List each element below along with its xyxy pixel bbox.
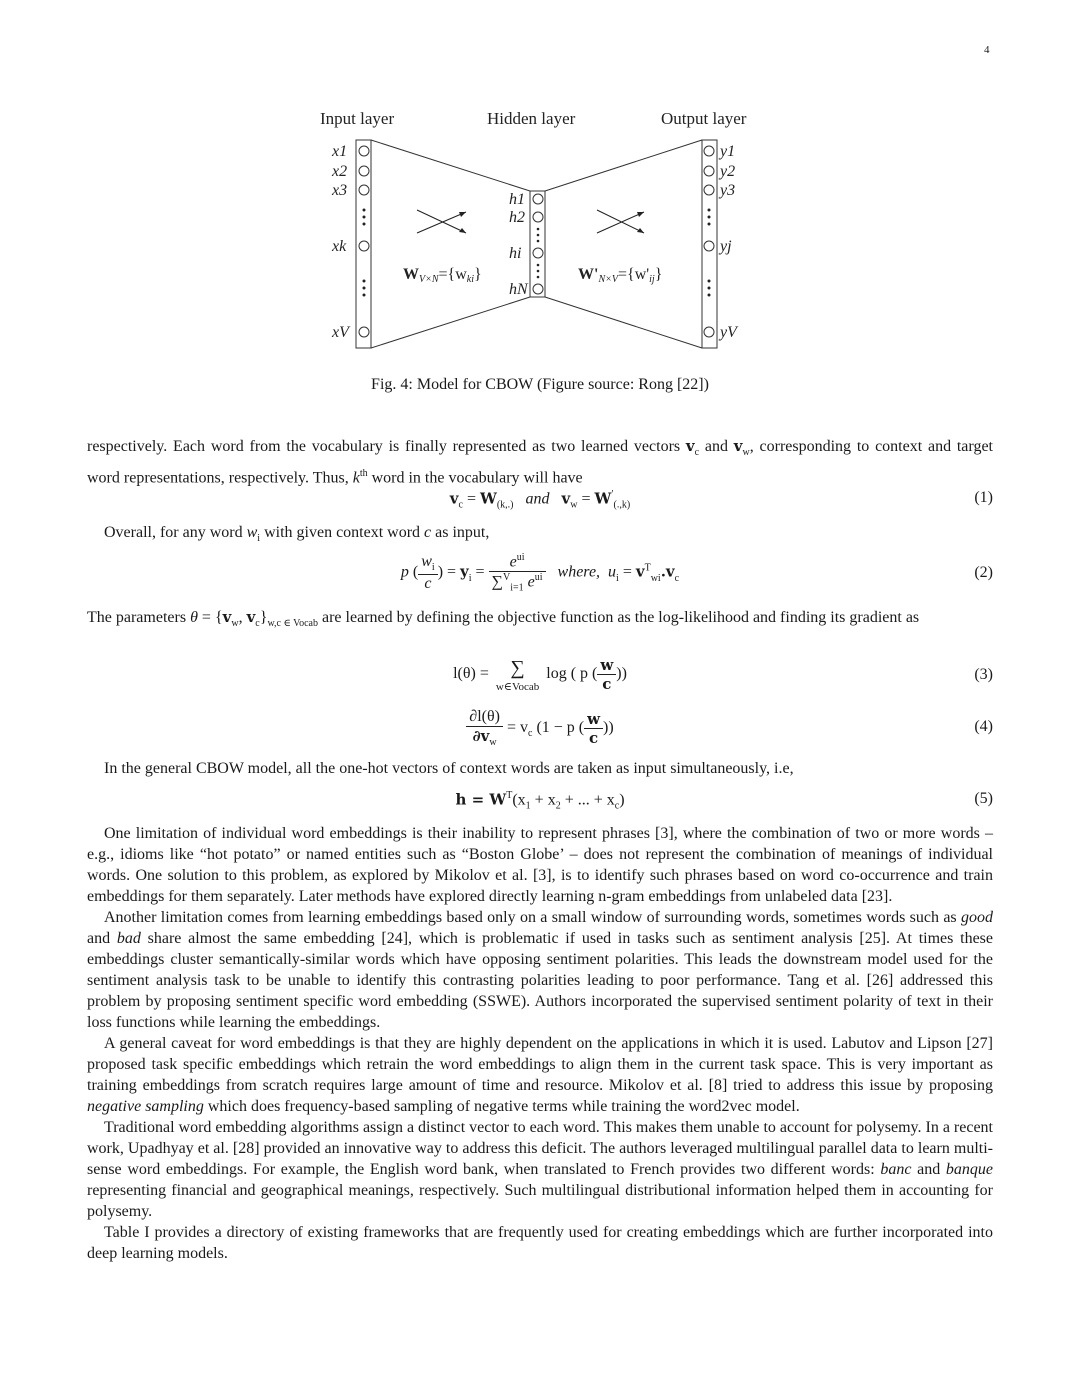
text-segment: and [87, 930, 117, 947]
text-segment: representing financial and geographical meanings, respectively. Such multilingual distributional information helped them in accounting for polysemy. [87, 1182, 993, 1220]
network-structure [356, 140, 717, 348]
output-label: yV [720, 324, 737, 341]
equation-number: (1) [974, 489, 993, 506]
hidden-label: hN [509, 281, 528, 298]
hidden-label: h1 [509, 191, 525, 208]
text-segment: respectively. Each word from the vocabulary is finally represented as two learned vectors [87, 438, 686, 455]
text-segment: banc [880, 1161, 912, 1178]
text-segment: with given context word [260, 524, 425, 541]
input-label: x1 [332, 143, 348, 160]
output-label: y1 [720, 143, 736, 160]
equation-3: l(θ) = ∑ w∈Vocab log ( p ( $\frac{w}{c}$ )) (3) [453, 656, 993, 693]
text-segment: word in the vocabulary will have [367, 469, 583, 487]
text-segment: k [352, 469, 360, 487]
text-segment: Traditional word embedding algorithms assign a distinct vector to each word. This makes them unable to account for polysemy. In a recent work, Upadhyay et al. [28] provided an innovative way to address this deficit. The authors leveraged multilingual parallel data to learn multi-sense word embeddings. For example, the English word bank, when translated to French provides two different words: [87, 1119, 993, 1178]
equation-number: (2) [974, 564, 993, 581]
text-segment: } [259, 609, 268, 626]
text-segment: bad [116, 930, 141, 947]
hidden-label: h2 [509, 209, 525, 226]
text-segment: Another limitation comes from learning embeddings based only on a small window of surrounding words, sometimes words such as [104, 909, 961, 926]
text-segment: , [238, 609, 247, 626]
text-segment: negative sampling [87, 1098, 204, 1115]
paragraph [87, 1222, 993, 1264]
paragraph [87, 823, 993, 907]
output-layer-title: Output layer [661, 109, 747, 128]
text-segment: In the general CBOW model, all the one-hot vectors of context words are taken as input simultaneously, i.e, [104, 760, 794, 777]
output-label: yj [720, 238, 732, 255]
paragraph-intro [87, 436, 993, 489]
text-segment: θ [190, 609, 198, 626]
paragraph-general [87, 758, 993, 779]
input-weight-matrix: WV×N={wki} [403, 266, 482, 285]
body-paragraphs [87, 823, 993, 1264]
text-segment: w [742, 447, 750, 459]
text-segment: th [359, 468, 368, 480]
text-segment: v [222, 608, 232, 626]
text-segment: One limitation of individual word embeddings is their inability to represent phrases [3], where the combination of two or more words – e.g., idioms like “hot potato” or named entities such as “Boston Globe’ – does not represent the combination of meanings of individual words. One solution to this problem, as explored by Mikolov et al. [3], is to identify such phrases based on word co-occurrence and train embeddings for them separately. Later methods have explored directly learning n-gram embeddings from unlabeled data [23]. [87, 825, 993, 905]
figure-caption: Fig. 4: Model for CBOW (Figure source: Rong [22]) [371, 376, 709, 393]
text-segment: A general caveat for word embeddings is that they are highly dependent on the applications in which it is used. Labutov and Lipson [27] proposed task specific embeddings which retrain the word embeddings to align them in the current task space. This is very important as training embeddings from scratch requires large amount of time and resource. Mikolov et al. [8] tried to address this issue by proposing [87, 1035, 993, 1094]
text-segment: c [255, 618, 260, 630]
text-segment: , corresponding to context and target word representations, respectively. Thus, [87, 438, 993, 487]
input-label: x3 [332, 182, 348, 199]
output-label: y3 [720, 182, 736, 199]
text-segment: good [961, 909, 993, 926]
text-segment: Table I provides a directory of existing frameworks that are frequently used for creating embeddings which are further incorporated into deep learning models. [87, 1224, 993, 1262]
text-segment: w [231, 618, 239, 630]
paragraph-overall [87, 522, 993, 549]
text-segment: which does frequency-based sampling of negative terms while training the word2vec model. [203, 1098, 800, 1115]
text-segment: v [246, 608, 256, 626]
output-weight-matrix: W'N×V={w'ij} [578, 266, 663, 285]
text-segment: w,c ∈ Vocab [267, 618, 318, 630]
text-segment: Overall, for any word [104, 524, 247, 541]
text-segment: are learned by defining the objective function as the log-likelihood and finding its gradient as [317, 609, 920, 626]
cross-arrow-right [597, 210, 644, 233]
text-segment: c [424, 524, 432, 541]
equation-1: $v_c = W_{(k,.)}$ and $v_w = W'_{(.,k)}$ (1) [449, 489, 993, 511]
paragraph [87, 1033, 993, 1117]
text-segment: The parameters [87, 609, 191, 626]
text-segment: c [694, 447, 700, 459]
hidden-layer-title: Hidden layer [487, 109, 576, 128]
text-segment: v [685, 437, 695, 455]
equation-4: $\frac{\partial l(\theta)}{\partial v_w}$ = $v_c$ (1 − p ( $\frac{w}{c}$ )) (4) [87, 708, 993, 752]
cbow-figure [0, 0, 1080, 370]
input-label: x2 [332, 163, 348, 180]
input-layer-title: Input layer [320, 109, 395, 128]
text-segment: i [257, 533, 261, 545]
text-segment: w [246, 524, 258, 541]
input-label: xk [332, 238, 347, 255]
cross-arrow-left [417, 210, 466, 233]
paragraph [87, 1117, 993, 1222]
text-segment: = { [197, 609, 223, 626]
text-segment: and [699, 438, 734, 455]
output-label: y2 [720, 163, 736, 180]
page-number: 4 [984, 44, 990, 56]
equation-5: $h = W^T(x_1 + x_2$ + ... + $x_c$) (5) [455, 790, 993, 812]
equation-number: (5) [974, 790, 993, 807]
paragraph-parameters [87, 607, 993, 634]
paragraph [87, 907, 993, 1033]
equation-number: (3) [974, 666, 993, 683]
equation-2: p ( $\frac{w_i}{c}$ ) = $y_i$ = $\frac{e^{ui}}{\sum^V_{i=1} e^{ui}}$ where, $u_i = v^T_{wi}.v_c$ (2) [400, 552, 993, 594]
text-segment: banque [945, 1161, 993, 1178]
hidden-label: hi [509, 245, 522, 262]
node-circles [359, 146, 714, 337]
text-segment: share almost the same embedding [24], which is problematic if used in tasks such as sentiment analysis [25]. At times these embeddings cluster semantically-similar words which have opposing sentiment polarities. This leads the downstream model used for the sentiment analysis task to be unable to identify this contrasting polarities leading to poor performance. Tang et al. [26] addressed this problem by proposing sentiment specific word embedding (SSWE). Authors incorporated the supervised sentiment polarity of text in their loss functions while learning the embeddings. [87, 930, 993, 1031]
input-label: xV [332, 324, 349, 341]
text-segment: as input, [431, 524, 490, 541]
text-segment: v [733, 437, 743, 455]
hidden-layer-box [530, 191, 545, 297]
equation-number: (4) [974, 718, 993, 735]
text-segment: and [911, 1161, 946, 1178]
